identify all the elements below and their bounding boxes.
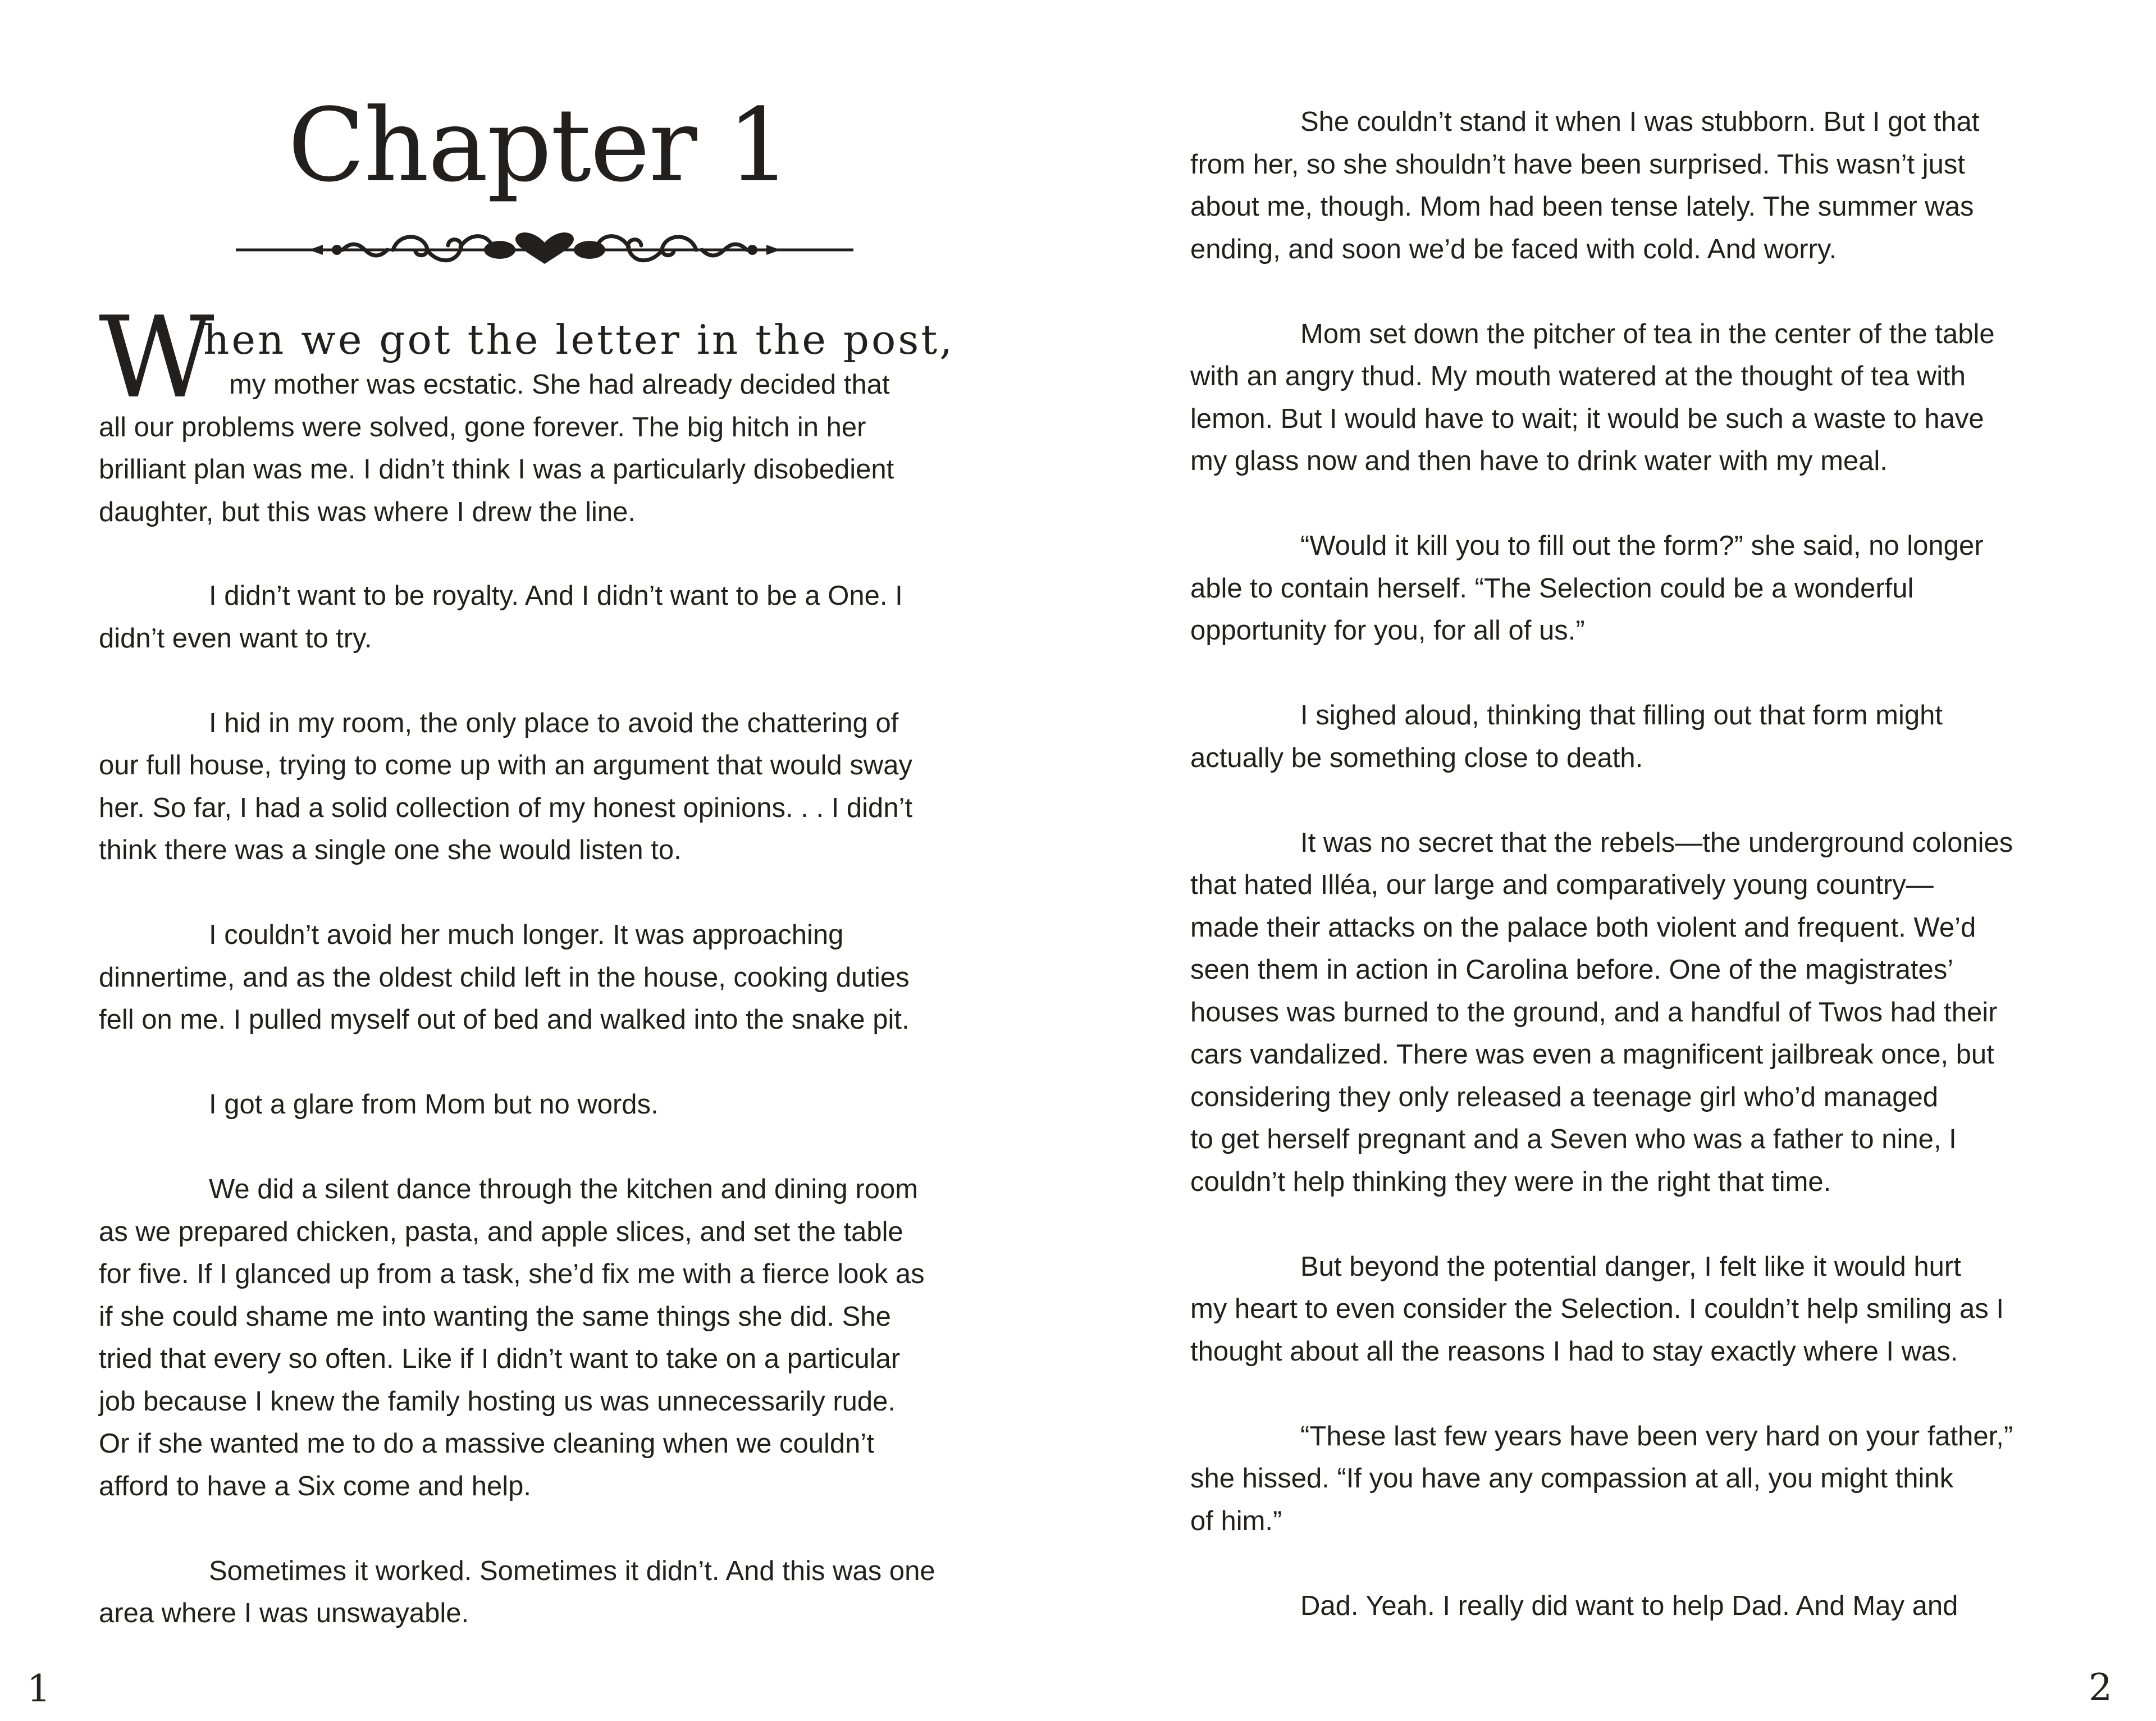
text-line: cars vandalized. There was even a magnificent jailbreak once, but bbox=[1190, 1039, 1994, 1070]
text-line: from her, so she shouldn’t have been surprised. This wasn’t just bbox=[1190, 149, 1965, 180]
text-line: daughter, but this was where I drew the line. bbox=[99, 496, 636, 527]
paragraph bbox=[99, 702, 997, 872]
text-line: didn’t even want to try. bbox=[99, 623, 372, 654]
paragraph bbox=[1190, 1416, 2013, 1543]
text-line: thought about all the reasons I had to stay exactly where I was. bbox=[1190, 1336, 1958, 1367]
text-line: Dad. Yeah. I really did want to help Dad. And May and bbox=[1300, 1590, 1958, 1621]
text-line: She couldn’t stand it when I was stubborn. But I got that bbox=[1300, 107, 1980, 137]
text-line: seen them in action in Carolina before. One of the magistrates’ bbox=[1190, 955, 1954, 985]
drop-cap: W bbox=[99, 293, 214, 423]
text-line: couldn’t help thinking they were in the right that time. bbox=[1190, 1166, 1831, 1197]
paragraph bbox=[99, 1550, 997, 1635]
text-line: our full house, trying to come up with an argument that would sway bbox=[99, 750, 912, 780]
text-line: her. So far, I had a solid collection of my honest opinions. . . I didn’t bbox=[99, 792, 913, 823]
text-line: actually be something close to death. bbox=[1190, 742, 1643, 773]
paragraph bbox=[1190, 525, 2013, 652]
text-line: tried that every so often. Like if I didn’t want to take on a particular bbox=[99, 1344, 901, 1374]
text-line: about me, though. Mom had been tense lately. The summer was bbox=[1190, 191, 1974, 222]
text-line: I got a glare from Mom but no words. bbox=[209, 1089, 659, 1120]
text-line: for five. If I glanced up from a task, she’d fix me with a fierce look as bbox=[99, 1259, 925, 1289]
text-line: “These last few years have been very hard on your father,” bbox=[1300, 1421, 2013, 1451]
paragraph bbox=[1190, 1585, 2013, 1628]
text-line: I sighed aloud, thinking that filling out that form might bbox=[1300, 700, 1943, 731]
text-line: area where I was unswayable. bbox=[99, 1598, 469, 1628]
text-line: opportunity for you, for all of us.” bbox=[1190, 615, 1585, 646]
text-line: lemon. But I would have to wait; it would be such a waste to have bbox=[1190, 403, 1984, 434]
text-line: made their attacks on the palace both violent and frequent. We’d bbox=[1190, 912, 1976, 943]
right-body-text bbox=[1190, 101, 2013, 1670]
paragraph bbox=[99, 1168, 997, 1508]
text-line: able to contain herself. “The Selection could be a wonderful bbox=[1190, 573, 1914, 604]
page-number: 1 bbox=[27, 1667, 51, 1710]
text-line: ending, and soon we’d be faced with cold. And worry. bbox=[1190, 234, 1837, 264]
text-line: I couldn’t avoid her much longer. It was approaching bbox=[209, 920, 844, 950]
text-line: all our problems were solved, gone forever. The big hitch in her bbox=[99, 412, 866, 442]
opening-paragraph bbox=[99, 364, 894, 533]
paragraph bbox=[1190, 822, 2013, 1204]
text-line: It was no secret that the rebels—the underground colonies bbox=[1300, 827, 2013, 858]
chapter-title: Chapter 1 bbox=[287, 87, 791, 204]
text-line: dinnertime, and as the oldest child left in the house, cooking duties bbox=[99, 962, 910, 993]
text-line: Sometimes it worked. Sometimes it didn’t. And this was one bbox=[209, 1555, 935, 1586]
text-line: I hid in my room, the only place to avoid the chattering of bbox=[209, 707, 899, 738]
text-line: brilliant plan was me. I didn’t think I was a particularly disobedient bbox=[99, 454, 894, 485]
text-line: “Would it kill you to fill out the form?” she said, no longer bbox=[1300, 531, 1984, 561]
text-line: But beyond the potential danger, I felt like it would hurt bbox=[1300, 1251, 1961, 1282]
text-line: to get herself pregnant and a Seven who was a father to nine, I bbox=[1190, 1124, 1957, 1154]
text-line: my glass now and then have to drink water with my meal. bbox=[1190, 446, 1888, 476]
text-line: houses was burned to the ground, and a handful of Twos had their bbox=[1190, 997, 1998, 1028]
page-number: 2 bbox=[2089, 1666, 2112, 1709]
paragraph bbox=[99, 1084, 997, 1126]
ornament-divider-icon bbox=[236, 230, 853, 270]
left-body-text bbox=[99, 575, 997, 1677]
text-line: if she could shame me into wanting the same things she did. She bbox=[99, 1301, 891, 1332]
text-line: of him.” bbox=[1190, 1505, 1282, 1536]
paragraph bbox=[1190, 313, 2013, 483]
text-line: with an angry thud. My mouth watered at the thought of tea with bbox=[1190, 361, 1966, 391]
text-line: Mom set down the pitcher of tea in the center of the table bbox=[1300, 318, 1995, 349]
lead-in-text: hen we got the letter in the post, bbox=[203, 316, 955, 363]
text-line: my heart to even consider the Selection. I couldn’t help smiling as I bbox=[1190, 1294, 2004, 1324]
text-line: fell on me. I pulled myself out of bed and walked into the snake pit. bbox=[99, 1005, 910, 1035]
paragraph bbox=[1190, 1246, 2013, 1373]
paragraph bbox=[1190, 695, 2013, 779]
text-line: afford to have a Six come and help. bbox=[99, 1471, 531, 1501]
text-line: think there was a single one she would listen to. bbox=[99, 835, 682, 865]
text-line: job because I knew the family hosting us was unnecessarily rude. bbox=[99, 1386, 896, 1417]
paragraph bbox=[99, 914, 997, 1042]
text-line: I didn’t want to be royalty. And I didn’t want to be a One. I bbox=[209, 581, 903, 611]
text-line: my mother was ecstatic. She had already decided that bbox=[229, 369, 890, 400]
text-line: she hissed. “If you have any compassion at all, you might think bbox=[1190, 1463, 1954, 1494]
text-line: considering they only released a teenage girl who’d managed bbox=[1190, 1081, 1939, 1112]
text-line: Or if she wanted me to do a massive cleaning when we couldn’t bbox=[99, 1428, 874, 1459]
text-line: as we prepared chicken, pasta, and apple slices, and set the table bbox=[99, 1216, 903, 1247]
text-line: that hated Illéa, our large and comparatively young country— bbox=[1190, 870, 1934, 900]
paragraph bbox=[99, 575, 997, 660]
paragraph bbox=[1190, 101, 2013, 271]
text-line: We did a silent dance through the kitchen and dining room bbox=[209, 1174, 919, 1204]
right-page bbox=[1078, 0, 2156, 1721]
